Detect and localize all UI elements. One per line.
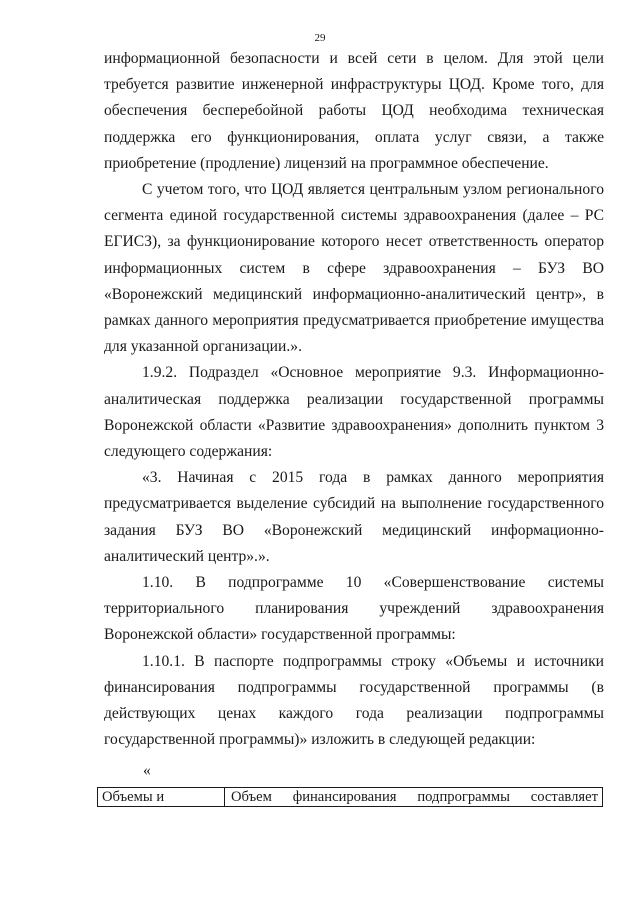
page-number: 29	[314, 32, 326, 44]
paragraph-1-10-1: 1.10.1. В паспорте подпрограммы строку «Объемы и источники финансирования подпрограммы государственной программы (в действующих ценах каждого года реализации подпрограммы государственной программы)» изложить в следующей редакции:	[104, 652, 604, 749]
opening-quote-mark: «	[143, 762, 151, 779]
table-word: подпрограммы	[417, 789, 510, 805]
paragraph-1-9-2: 1.9.2. Подраздел «Основное мероприятие 9.3. Информационно-аналитическая поддержка реализации государственной программы Воронежской области «Развитие здравоохранения» дополнить пунктом 3 следующего содержания:	[104, 364, 604, 461]
document-body	[104, 46, 604, 753]
table-cell-label: Объемы и	[98, 788, 225, 806]
paragraph-continuation: информационной безопасности и всей сети в целом. Для этой цели требуется развитие инженерной инфраструктуры ЦОД. Кроме того, для обеспечения бесперебойной работы ЦОД необходима техническая поддержка его функционирования, оплата услуг связи, а также приобретение (продление) лицензий на программное обеспечение.	[104, 50, 604, 172]
paragraph-1-10: 1.10. В подпрограмме 10 «Совершенствование системы территориального планирования учреждений здравоохранения Воронежской области» государственной программы:	[104, 574, 604, 644]
table-word: составляет	[530, 789, 598, 805]
funding-table	[97, 787, 603, 807]
paragraph-cod-description: С учетом того, что ЦОД является центральным узлом регионального сегмента единой государственной системы здравоохранения (далее – РС ЕГИСЗ), за функционирование которого несет ответственность оператор информационных систем в сфере здравоохранения – БУЗ ВО «Воронежский медицинский информационно-аналитический центр», в рамках данного мероприятия предусматривается приобретение имущества для указанной организации.».	[104, 181, 604, 356]
table-word: финансирования	[292, 789, 397, 805]
paragraph-item-3: «3. Начиная с 2015 года в рамках данного мероприятия предусматривается выделение субсидий на выполнение государственного задания БУЗ ВО «Воронежский медицинский информационно-аналитический центр».».	[104, 469, 604, 565]
table-cell-value	[225, 788, 602, 806]
table-word: Объем	[231, 789, 272, 805]
